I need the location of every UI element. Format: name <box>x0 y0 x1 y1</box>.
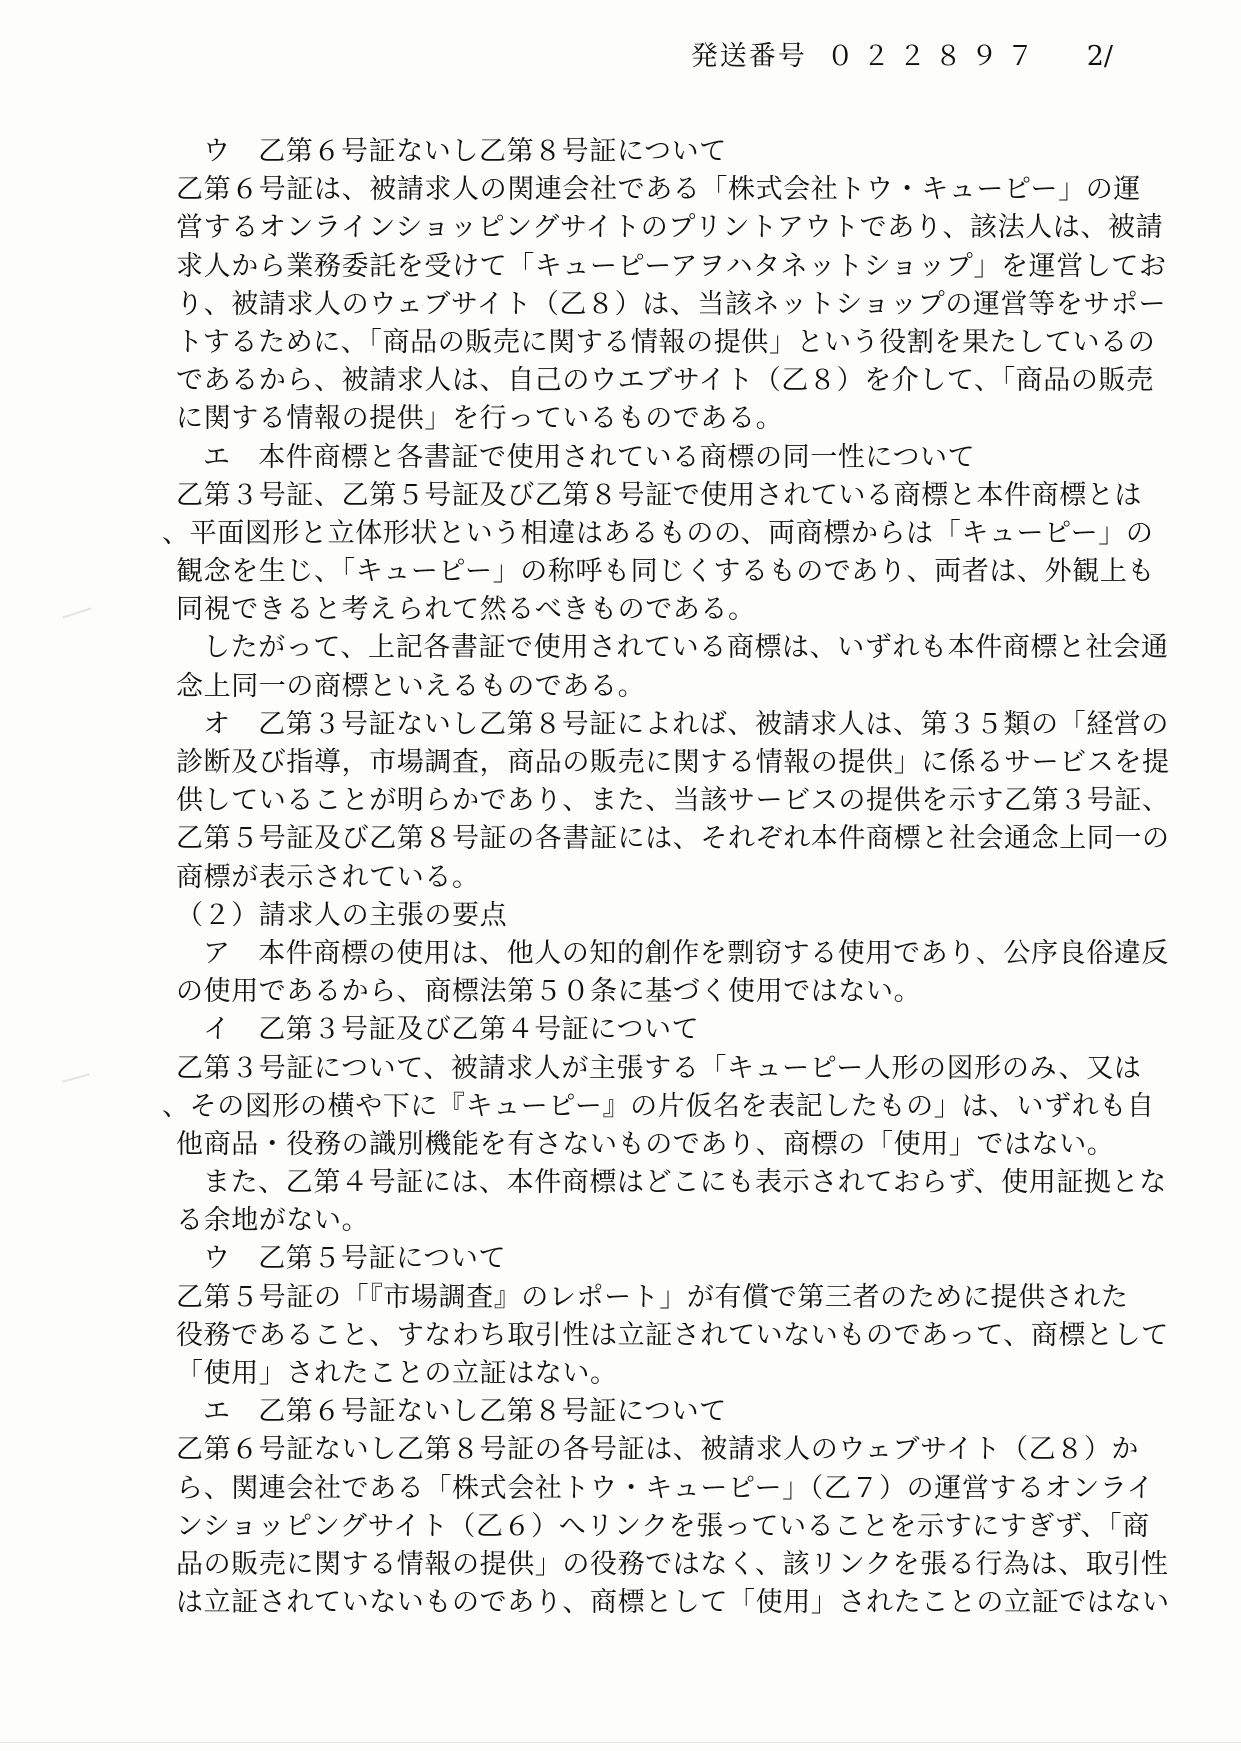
text-line: 同視できると考えられて然るべきものである。 <box>176 594 756 626</box>
text-line: 、その図形の横や下に『キューピー』の片仮名を表記したもの」は、いずれも自 <box>162 1090 1155 1122</box>
section-heading: （２）請求人の主張の要点 <box>176 899 508 931</box>
text-line: 営するオンラインショッピングサイトのプリントアウトであり、該法人は、被請 <box>176 212 1164 244</box>
text-line: 乙第５号証の「『市場調査』のレポート」が有償で第三者のために提供された <box>176 1281 1129 1313</box>
text-line: る余地がない。 <box>176 1205 370 1237</box>
text-line: ら、関連会社である「株式会社トウ・キューピー」（乙７）の運営するオンライ <box>176 1472 1155 1504</box>
text-line: トするために、「商品の販売に関する情報の提供」という役割を果たしているの <box>176 326 1156 358</box>
scan-mark <box>62 607 91 618</box>
text-line: 念上同一の商標といえるものである。 <box>176 670 646 702</box>
scan-edge <box>0 1742 1241 1743</box>
text-line: ンショッピングサイト（乙６）へリンクを張っていることを示すにすぎず、「商 <box>176 1510 1150 1542</box>
text-line: 乙第６号証ないし乙第８号証の各号証は、被請求人のウェブサイト（乙８）か <box>176 1434 1140 1466</box>
text-line: 乙第６号証は、被請求人の関連会社である「株式会社トウ・キューピー」の運 <box>176 174 1141 206</box>
scan-mark <box>62 1073 90 1082</box>
text-line: 「使用」されたことの立証はない。 <box>176 1358 618 1389</box>
text-line: は立証されていないものであり、商標として「使用」されたことの立証ではない <box>176 1587 1170 1619</box>
text-line: 商標が表示されている。 <box>176 861 480 893</box>
document-body <box>162 133 1170 1622</box>
text-line: 診断及び指導，市場調査，商品の販売に関する情報の提供」に係るサービスを提 <box>176 747 1170 778</box>
text-line: に関する情報の提供」を行っているものである。 <box>176 403 784 435</box>
dispatch-number-label: 発送番号 <box>690 41 807 72</box>
text-line: また、乙第４号証には、本件商標はどこにも表示されておらず、使用証拠とな <box>203 1167 1167 1199</box>
text-line: 役務であること、すなわち取引性は立証されていないものであって、商標として <box>176 1319 1169 1351</box>
text-line: 供していることが明らかであり、また、当該サービスの提供を示す乙第３号証、 <box>176 785 1170 817</box>
text-line: 観念を生じ、「キューピー」の称呼も同じくするものであり、両者は、外観上も <box>176 556 1156 588</box>
text-line: 求人から業務委託を受けて「キューピーアヲハタネットショップ」を運営してお <box>176 250 1167 282</box>
document-header <box>691 34 1113 73</box>
text-line: 乙第３号証について、被請求人が主張する「キューピー人形の図形のみ、又は <box>176 1052 1142 1084</box>
text-line: 乙第３号証、乙第５号証及び乙第８号証で使用されている商標と本件商標とは <box>176 479 1142 511</box>
text-line: エ 本件商標と各書証で使用されている商標の同一性について <box>203 441 976 473</box>
dispatch-number: ０２２８９７ <box>826 41 1043 72</box>
text-line: ウ 乙第６号証ないし乙第８号証について <box>203 136 727 167</box>
text-line: 乙第５号証及び乙第８号証の各書証には、それぞれ本件商標と社会通念上同一の <box>176 823 1170 855</box>
text-line: したがって、上記各書証で使用されている商標は、いずれも本件商標と社会通 <box>203 632 1169 664</box>
text-line: ウ 乙第５号証について <box>203 1243 507 1275</box>
text-line: 他商品・役務の識別機能を有さないものであり、商標の「使用」ではない。 <box>176 1128 1115 1160</box>
text-line: り、被請求人のウェブサイト（乙８）は、当該ネットショップの運営等をサポー <box>176 288 1167 320</box>
text-line: イ 乙第３号証及び乙第４号証について <box>203 1014 700 1046</box>
page-number: 2/ <box>1086 41 1113 72</box>
text-line: オ 乙第３号証ないし乙第８号証によれば、被請求人は、第３５類の「経営の <box>203 708 1169 740</box>
text-line: 品の販売に関する情報の提供」の役務ではなく、該リンクを張る行為は、取引性 <box>176 1548 1169 1580</box>
text-line: の使用であるから、商標法第５０条に基づく使用ではない。 <box>176 976 922 1008</box>
text-line: であるから、被請求人は、自己のウエブサイト（乙８）を介して、「商品の販売 <box>176 365 1154 397</box>
text-line: エ 乙第６号証ないし乙第８号証について <box>203 1396 727 1428</box>
text-line: 、平面図形と立体形状という相違はあるものの、両商標からは「キューピー」の <box>162 517 1154 549</box>
text-line: ア 本件商標の使用は、他人の知的創作を剽窃する使用であり、公序良俗違反 <box>203 937 1169 969</box>
